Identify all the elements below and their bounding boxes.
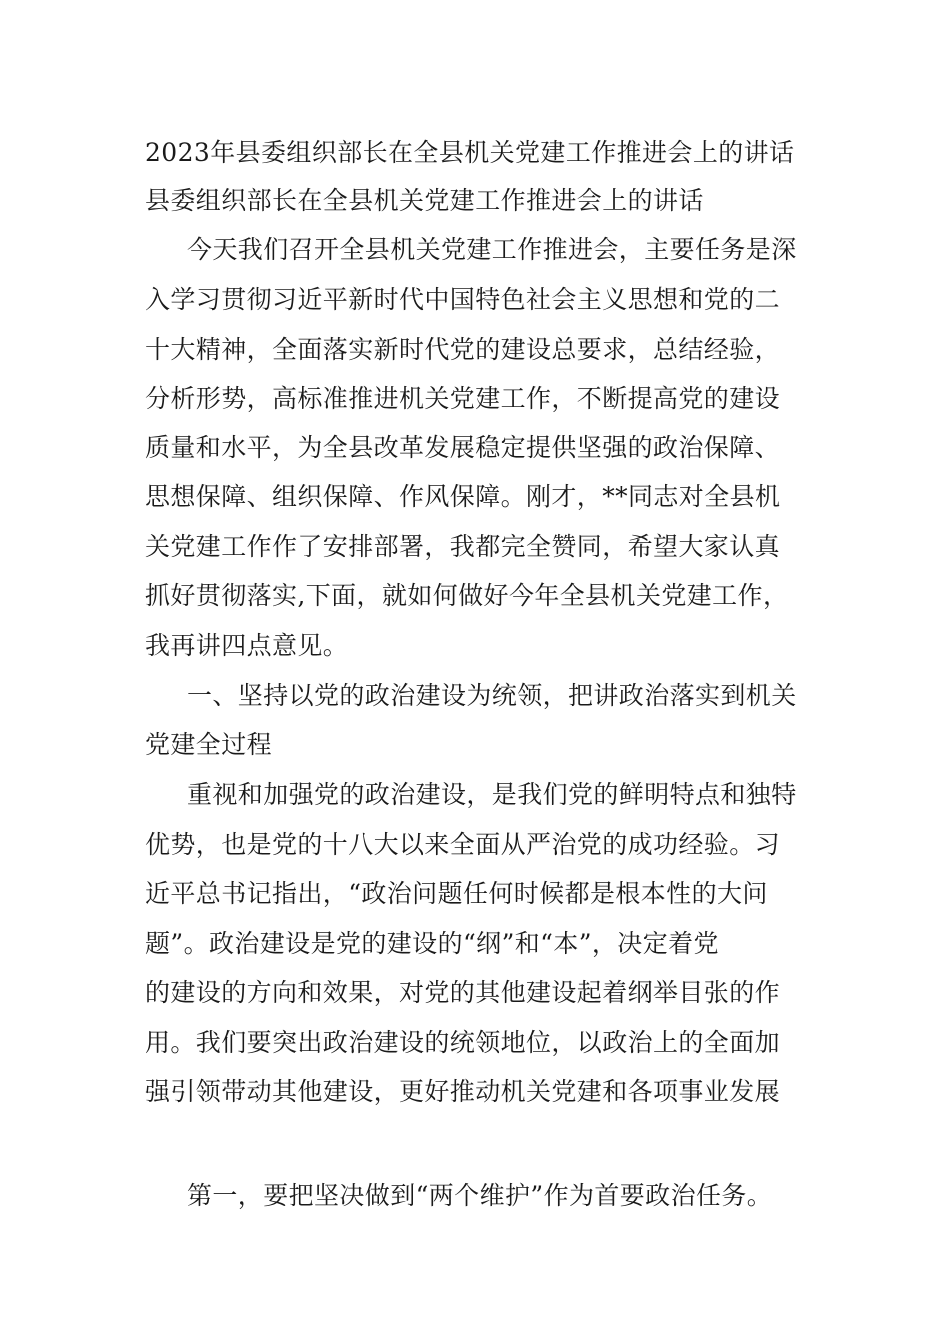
paragraph-1-line: 十大精神，全面落实新时代党的建设总要求，总结经验，	[145, 335, 781, 364]
paragraph-1-line: 思想保障、组织保障、作风保障。刚才，**同志对全县机	[145, 482, 781, 511]
paragraph-1-line: 我再讲四点意见。	[145, 631, 349, 660]
paragraph-2-line: 的建设的方向和效果，对党的其他建设起着纲举目张的作	[145, 978, 781, 1007]
section-heading-1-cont: 党建全过程	[145, 730, 273, 759]
paragraph-1-line: 关党建工作作了安排部署，我都完全赞同，希望大家认真	[145, 532, 781, 561]
paragraph-2-line: 重视和加强党的政治建设，是我们党的鲜明特点和独特	[187, 780, 797, 809]
paragraph-1-line: 今天我们召开全县机关党建工作推进会，主要任务是深	[187, 235, 797, 264]
paragraph-2-line: 强引领带动其他建设，更好推动机关党建和各项事业发展	[145, 1077, 781, 1106]
point-1: 第一，要把坚决做到“两个维护”作为首要政治任务。	[187, 1181, 773, 1210]
paragraph-1-line: 入学习贯彻习近平新时代中国特色社会主义思想和党的二	[145, 285, 781, 314]
paragraph-2-line: 用。我们要突出政治建设的统领地位，以政治上的全面加	[145, 1028, 781, 1057]
paragraph-2-line: 优势，也是党的十八大以来全面从严治党的成功经验。习	[145, 830, 781, 859]
paragraph-1-line: 抓好贯彻落实,下面，就如何做好今年全县机关党建工作，	[145, 581, 789, 610]
paragraph-2-line: 题”。政治建设是党的建设的“纲”和“本”，决定着党	[145, 929, 719, 958]
section-heading-1: 一、坚持以党的政治建设为统领，把讲政治落实到机关	[187, 681, 797, 710]
title-line-2: 县委组织部长在全县机关党建工作推进会上的讲话	[145, 186, 704, 215]
paragraph-1-line: 分析形势，高标准推进机关党建工作，不断提高党的建设	[145, 384, 781, 413]
paragraph-1-line: 质量和水平，为全县改革发展稳定提供坚强的政治保障、	[145, 433, 781, 462]
title-line-1: 2023年县委组织部长在全县机关党建工作推进会上的讲话	[145, 138, 795, 167]
paragraph-2-line: 近平总书记指出，“政治问题任何时候都是根本性的大问	[145, 879, 768, 908]
